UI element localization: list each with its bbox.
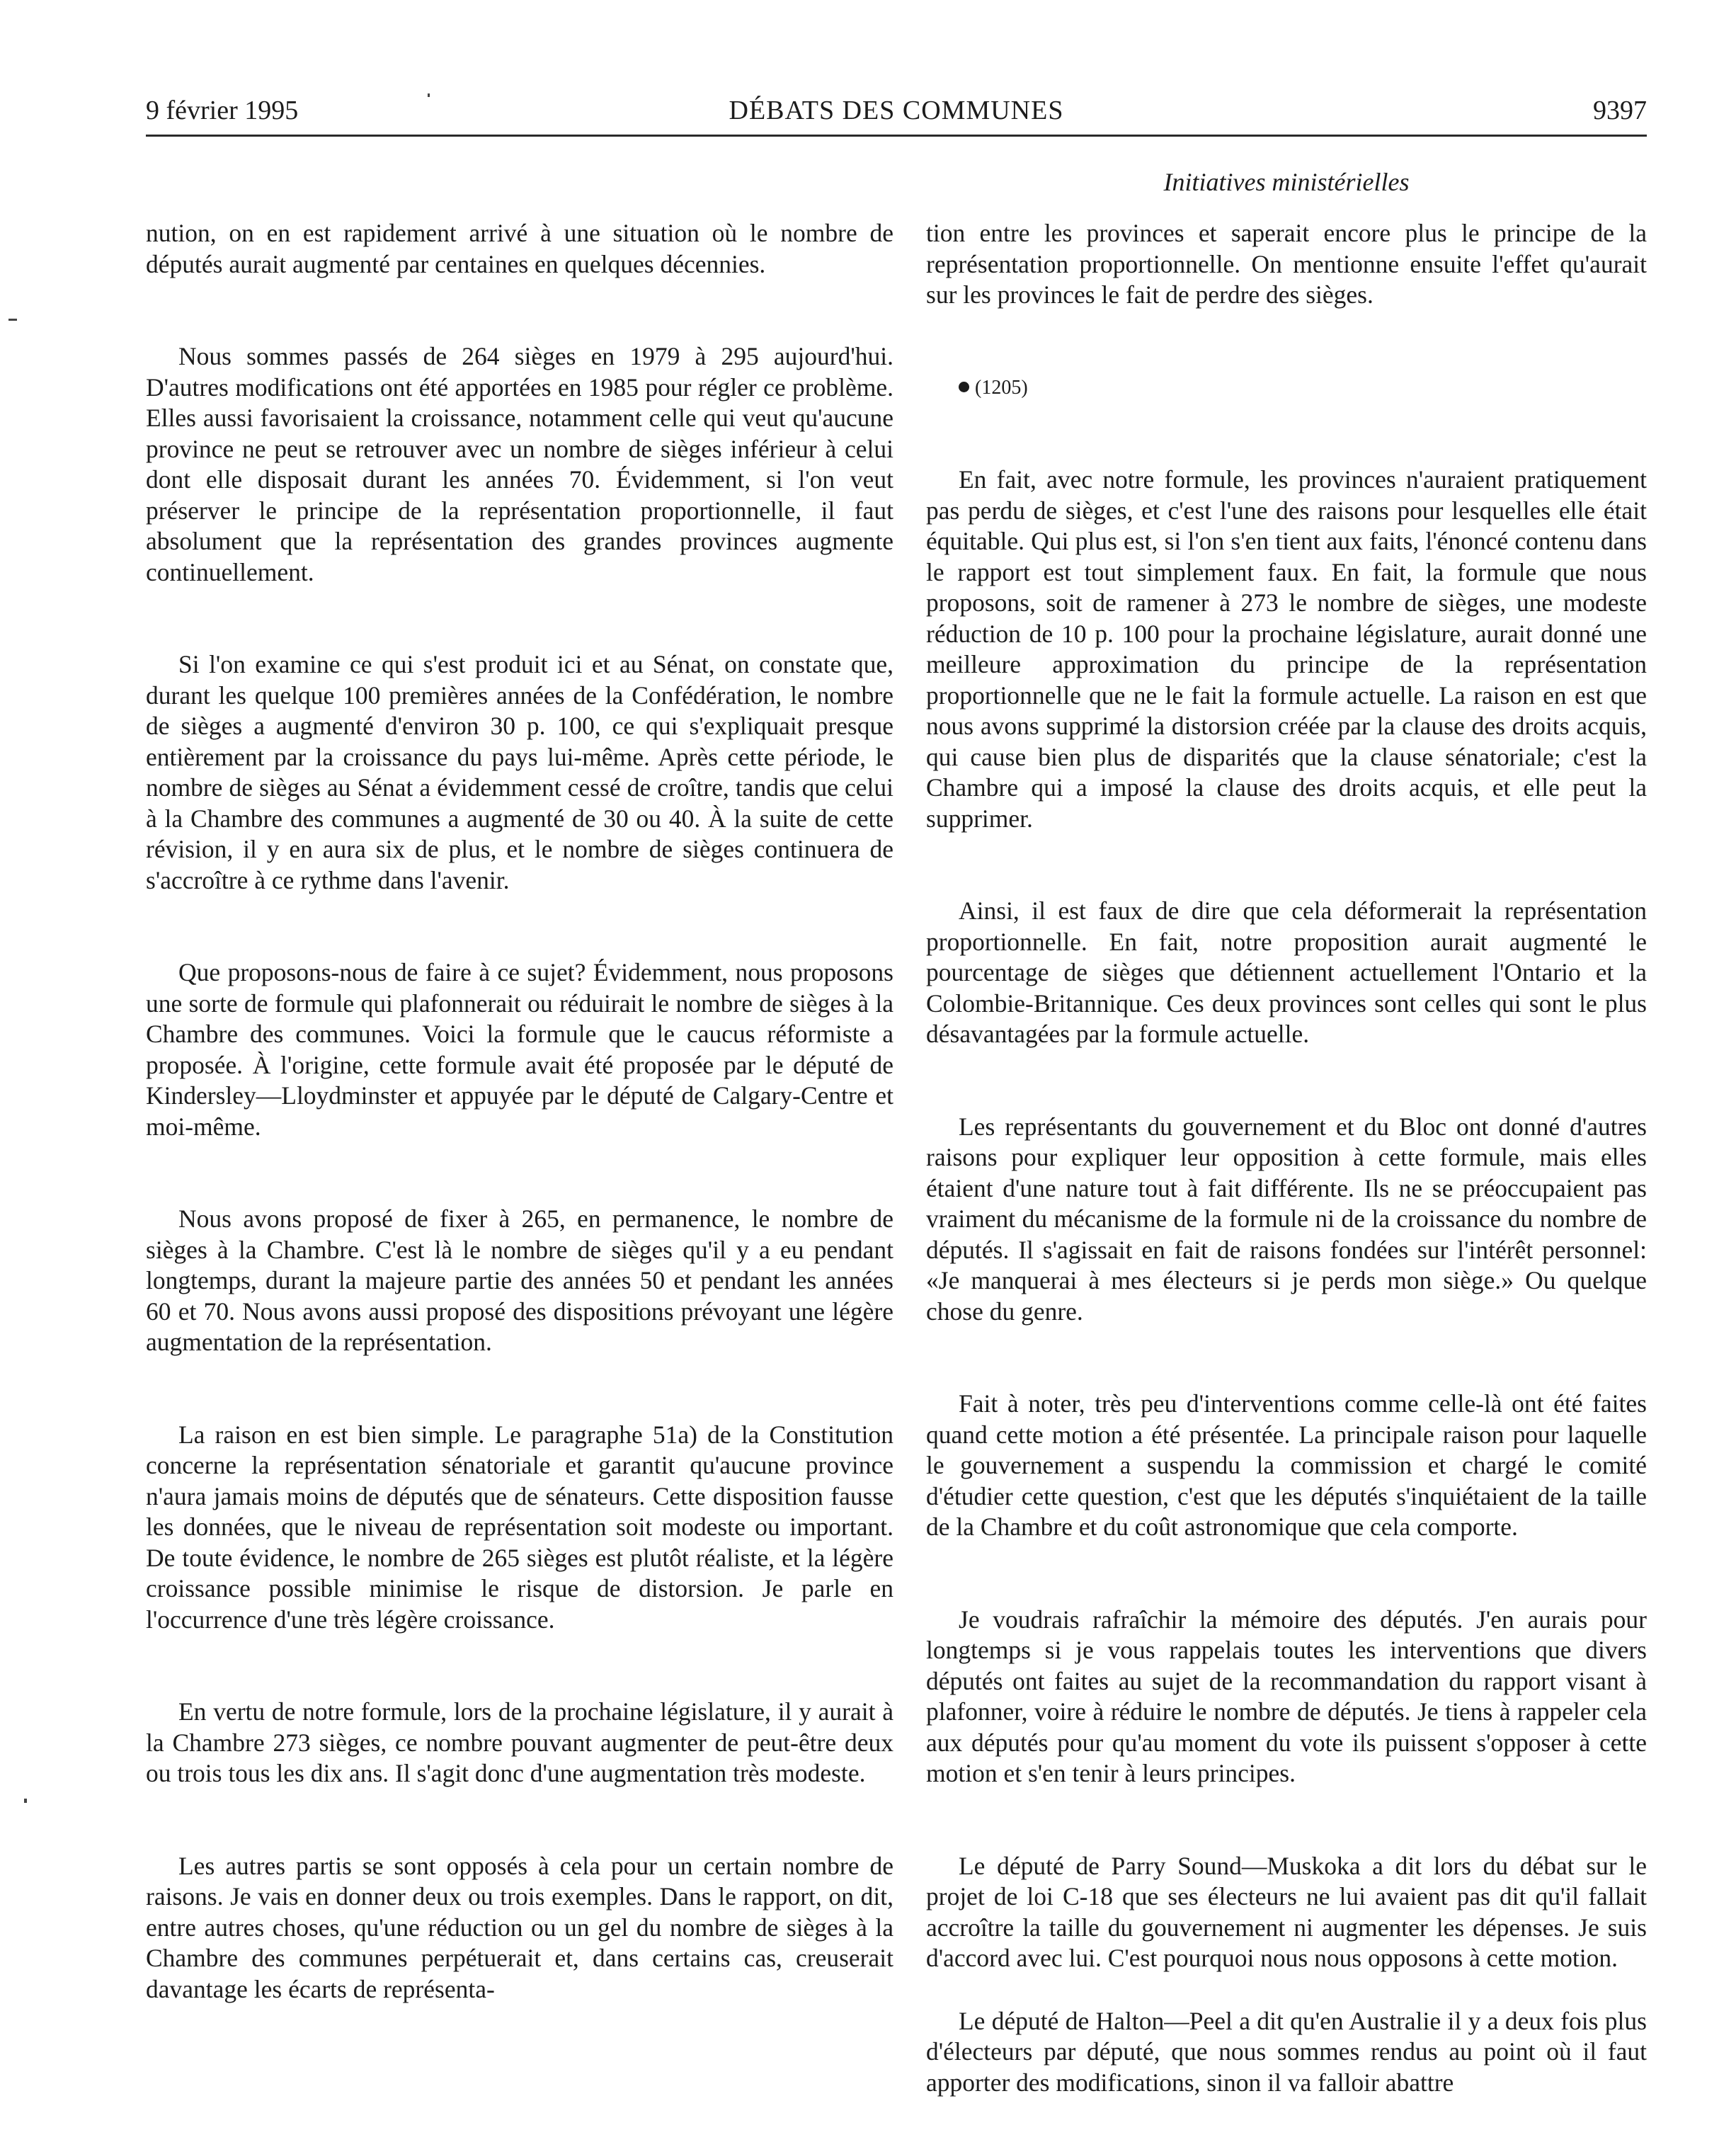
paragraph: Je voudrais rafraîchir la mémoire des députés. J'en aurais pour longtemps si je vous rappelais toutes les interventions que divers députés ont faites au sujet de la recommandation du rapport visant à plafonner, voire à réduire le nombre de députés. Je tiens à rappeler cela aux députés pour qu'au moment du vote ils puissent s'opposer à cette motion et s'en tenir à leurs principes. xyxy=(926,1605,1647,1787)
paragraph: Nous sommes passés de 264 sièges en 1979 à 295 aujourd'hui. D'autres modifications ont été apportées en 1985 pour régler ce problème. Elles aussi favorisaient la croissance, notamment celle qui veut qu'aucune province ne peut se retrouver avec un nombre de sièges inférieur à celui dont elle disposait durant les années 70. Évidemment, si l'on veut préserver le principe de la représentation proportionnelle, il faut absolument que la représentation des grandes provinces augmente continuellement. xyxy=(146,342,893,586)
paragraph: Le député de Parry Sound—Muskoka a dit lors du débat sur le projet de loi C-18 que ses électeurs ne lui avaient pas dit qu'il fallait accroître la taille du gouvernement ni augmenter les dépenses. Je suis d'accord avec lui. C'est pourquoi nous nous opposons à cette motion. xyxy=(926,1851,1647,1972)
page-number: 9397 xyxy=(1593,96,1647,125)
paragraph: Que proposons-nous de faire à ce sujet? Évidemment, nous proposons une sorte de formule qui plafonnerait ou réduirait le nombre de sièges à la Chambre des communes. Voici la formule que le caucus réformiste a proposée. À l'origine, cette formule avait été proposée par le député de Kindersley—Lloydminster et appuyée par le député de Calgary-Centre et moi-même. xyxy=(146,958,893,1141)
left-column xyxy=(146,218,893,2005)
paragraph: Le député de Halton—Peel a dit qu'en Australie il y a deux fois plus d'électeurs par député, que nous sommes rendus au point où il faut apporter des modifications, sinon il va falloir abattre xyxy=(926,2006,1647,2097)
section-label: Initiatives ministérielles xyxy=(1163,168,1410,196)
scan-speck xyxy=(24,1799,27,1803)
paragraph: Ainsi, il est faux de dire que cela déformerait la représentation proportionnelle. En fait, notre proposition aurait augmenté le pourcentage de sièges que détiennent actuellement l'Ontario et la Colombie-Britannique. Ces deux provinces sont celles qui sont le plus désavantagées par la formule actuelle. xyxy=(926,896,1647,1048)
paragraph: La raison en est bien simple. Le paragraphe 51a) de la Constitution concerne la représentation sénatoriale et garantit qu'aucune province n'aura jamais moins de députés que de sénateurs. Cette disposition fausse les données, que le niveau de représentation soit modeste ou important. De toute évidence, le nombre de 265 sièges est plutôt réaliste, et la légère croissance possible minimise le risque de distorsion. Je parle en l'occurrence d'une très légère croissance. xyxy=(146,1420,893,1634)
scan-speck xyxy=(8,319,17,321)
paragraph: Les représentants du gouvernement et du Bloc ont donné d'autres raisons pour expliquer leur opposition à cette formule, mais elles étaient d'une nature tout à fait différente. Ils ne se préoccupaient pas vraiment du mécanisme de la formule ni de la croissance du nombre de députés. Il s'agissait en fait de raisons fondées sur l'intérêt personnel: «Je manquerai à mes électeurs si je perds mon siège.» Ou quelque chose du genre. xyxy=(926,1112,1647,1326)
running-header xyxy=(146,91,1647,133)
header-rule xyxy=(146,135,1647,137)
paragraph: Les autres partis se sont opposés à cela pour un certain nombre de raisons. Je vais en donner deux ou trois exemples. Dans le rapport, on dit, entre autres choses, qu'une réduction ou un gel du nombre de sièges à la Chambre des communes perpétuerait et, dans certains cas, creuserait davantage les écarts de représenta- xyxy=(146,1851,893,2003)
time-marker xyxy=(926,372,1647,404)
time-marker-text: (1205) xyxy=(975,376,1028,399)
paragraph: Fait à noter, très peu d'interventions comme celle-là ont été faites quand cette motion a été présentée. La principale raison pour laquelle le gouvernement a suspendu la commission et chargé le comité d'étudier cette question, c'est que les députés s'inquiétaient de la taille de la Chambre et du coût astronomique que cela comporte. xyxy=(926,1389,1647,1541)
bullet-icon xyxy=(959,382,969,392)
right-column xyxy=(926,218,1647,2098)
paragraph: tion entre les provinces et saperait encore plus le principe de la représentation proportionnelle. On mentionne ensuite l'effet qu'aurait sur les provinces le fait de perdre des sièges. xyxy=(926,219,1647,309)
header-date: 9 février 1995 xyxy=(146,96,299,125)
scan-speck xyxy=(428,93,430,97)
paragraph: Nous avons proposé de fixer à 265, en permanence, le nombre de sièges à la Chambre. C'est là le nombre de sièges qu'il y a eu pendant longtemps, durant la majeure partie des années 50 et pendant les années 60 et 70. Nous avons aussi proposé des dispositions prévoyant une légère augmentation de la représentation. xyxy=(146,1205,893,1356)
paragraph: En fait, avec notre formule, les provinces n'auraient pratiquement pas perdu de sièges, et c'est l'une des raisons pour lesquelles elle était équitable. Qui plus est, si l'on s'en tient aux faits, l'énoncé contenu dans le rapport est tout simplement faux. En fait, la formule que nous proposons, soit de ramener à 273 le nombre de sièges, une modeste réduction de 10 p. 100 pour la prochaine législature, aurait donné une meilleure approximation du principe de la représentation proportionnelle que ne le fait la formule actuelle. La raison en est que nous avons supprimé la distorsion créée par la clause des droits acquis, qui cause bien plus de disparités que la clause sénatoriale; c'est la Chambre qui a imposé la clause des droits acquis, et elle peut la supprimer. xyxy=(926,465,1647,833)
paragraph: En vertu de notre formule, lors de la prochaine législature, il y aurait à la Chambre 273 sièges, ce nombre pouvant augmenter de peut-être deux ou trois tous les dix ans. Il s'agit donc d'une augmentation très modeste. xyxy=(146,1697,893,1787)
paragraph: nution, on en est rapidement arrivé à une situation où le nombre de députés aurait augmenté par centaines en quelques décennies. xyxy=(146,219,893,278)
header-title: DÉBATS DES COMMUNES xyxy=(729,96,1064,125)
paragraph: Si l'on examine ce qui s'est produit ici et au Sénat, on constate que, durant les quelque 100 premières années de la Confédération, le nombre de sièges a augmenté d'environ 30 p. 100, ce qui s'expliquait presque entièrement par la croissance du pays lui-même. Après cette période, le nombre de sièges au Sénat a évidemment cessé de croître, tandis que celui à la Chambre des communes a augmenté de 30 ou 40. À la suite de cette révision, il y en aura six de plus, et le nombre de sièges continuera de s'accroître à ce rythme dans l'avenir. xyxy=(146,650,893,894)
